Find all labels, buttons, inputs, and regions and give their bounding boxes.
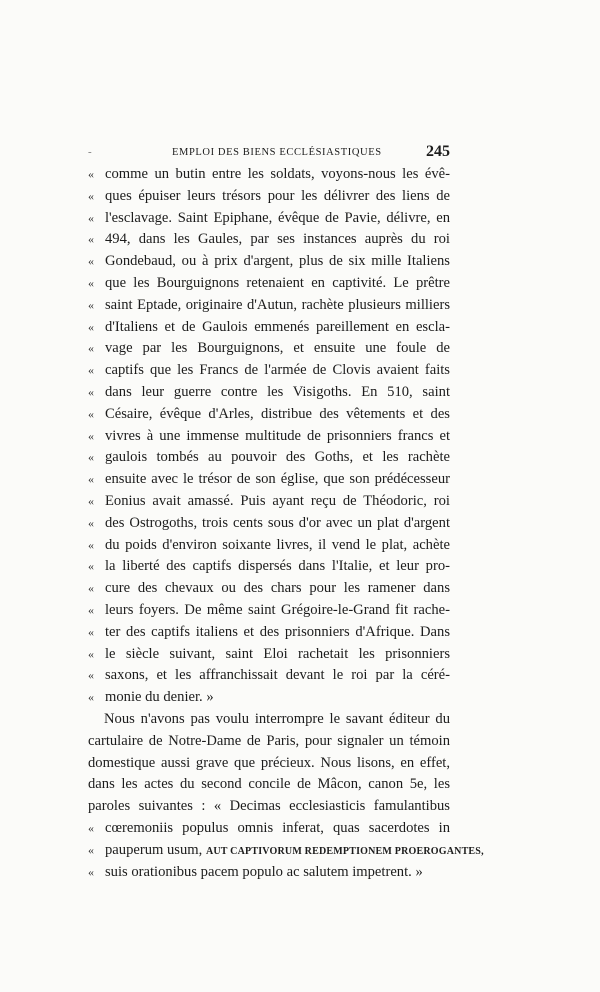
text-line: [88, 491, 450, 513]
line-text: comme un butin entre les soldats, voyons-nous les évê-: [105, 166, 450, 182]
text-line: [88, 251, 450, 273]
quote-mark: «: [88, 602, 94, 617]
text-line: [88, 338, 450, 360]
line-text: cure des chevaux ou des chars pour les ramener dans: [105, 580, 450, 597]
quote-mark: «: [88, 450, 94, 465]
text-line: [88, 186, 450, 208]
text-line: [88, 382, 450, 404]
text-line: [88, 665, 450, 687]
quote-mark: «: [88, 254, 94, 269]
text-line: [88, 753, 450, 775]
quote-mark: «: [88, 646, 94, 661]
quote-mark: «: [88, 624, 94, 639]
line-text: ques épuiser leurs trésors pour les délivrer des liens de: [105, 187, 450, 204]
line-text: vage par les Bourguignons, et ensuite une foule de: [105, 340, 450, 357]
text-line: [88, 600, 450, 622]
text-line: [88, 644, 450, 666]
text-line: [88, 469, 450, 491]
text-line: [88, 273, 450, 295]
quote-mark: «: [88, 188, 94, 203]
line-text: 494, dans les Gaules, par ses instances auprès du roi: [105, 231, 450, 248]
quote-mark: «: [88, 297, 94, 312]
quote-mark: «: [88, 820, 94, 835]
quote-mark: «: [88, 472, 94, 487]
line-text: cartulaire de Notre-Dame de Paris, pour signaler un témoin: [88, 732, 450, 749]
line-text: que les Bourguignons retenaient en captivité. Le prêtre: [105, 274, 450, 291]
line-text: paroles suivantes : « Decimas ecclesiasticis famulantibus: [88, 798, 450, 815]
line-text: Nous n'avons pas voulu interrompre le savant éditeur du: [104, 710, 450, 727]
quote-mark: «: [88, 167, 94, 181]
quote-mark: «: [88, 232, 94, 247]
text-line: [88, 709, 450, 731]
page-number: 245: [426, 143, 450, 160]
line-text: domestique aussi grave que précieux. Nous lisons, en effet,: [88, 754, 450, 771]
text-line: [88, 208, 450, 230]
quote-mark: «: [88, 864, 94, 879]
line-text: Césaire, évêque d'Arles, distribue des vêtements et des: [105, 405, 450, 422]
quote-mark: «: [88, 319, 94, 334]
text-line: [88, 360, 450, 382]
text-line: [88, 513, 450, 535]
line-text: captifs que les Francs de l'armée de Clovis avaient faits: [105, 362, 450, 379]
text-line: [88, 556, 450, 578]
line-text: suis orationibus pacem populo ac salutem impetrent. »: [105, 863, 423, 880]
line-text: du poids d'environ soixante livres, il vend le plat, achète: [105, 536, 450, 553]
quote-mark: «: [88, 275, 94, 290]
quote-mark: «: [88, 842, 94, 857]
line-text: des Ostrogoths, trois cents sous d'or avec un plat d'argent: [105, 514, 450, 531]
line-text: le siècle suivant, saint Eloi rachetait les prisonniers: [105, 645, 450, 662]
text-line: [88, 578, 450, 600]
line-text: gaulois tombés au pouvoir des Goths, et les rachète: [105, 449, 450, 466]
line-text: dans les actes du second concile de Mâcon, canon 5e, les: [88, 776, 450, 793]
quote-mark: «: [88, 341, 94, 356]
line-text: pauperum usum,: [105, 841, 206, 858]
running-head: EMPLOI DES BIENS ECCLÉSIASTIQUES: [172, 147, 382, 158]
quote-mark: «: [88, 493, 94, 508]
quote-mark: «: [88, 210, 94, 225]
line-text: saint Eptade, originaire d'Autun, rachète plusieurs milliers: [105, 296, 450, 313]
line-text: Gondebaud, ou à prix d'argent, plus de six mille Italiens: [105, 253, 450, 270]
quote-mark: «: [88, 428, 94, 443]
quote-mark: «: [88, 363, 94, 378]
line-text: d'Italiens et de Gaulois emmenés pareillement en escla-: [105, 318, 450, 335]
text-line: [88, 687, 450, 709]
quote-mark: «: [88, 384, 94, 399]
quote-mark: «: [88, 537, 94, 552]
line-text: la liberté des captifs dispersés dans l'Italie, et leur pro-: [105, 558, 450, 575]
quote-mark: «: [88, 690, 94, 705]
quote-mark: «: [88, 668, 94, 683]
text-line: [88, 164, 450, 186]
line-text: monie du denier. »: [105, 689, 214, 706]
text-line: [88, 622, 450, 644]
quote-mark: «: [88, 406, 94, 421]
quote-mark: «: [88, 515, 94, 530]
line-text: ensuite avec le trésor de son église, que son prédécesseur: [105, 471, 450, 488]
text-line: [88, 840, 484, 862]
text-line: [88, 535, 450, 557]
line-text: cœremoniis populus omnis inferat, quas sacerdotes in: [105, 819, 450, 836]
line-text: Eonius avait amassé. Puis ayant reçu de Théodoric, roi: [105, 492, 450, 509]
text-line: [88, 295, 450, 317]
line-text: leurs foyers. De même saint Grégoire-le-Grand fit rache-: [105, 601, 450, 618]
small-caps-text: AUT CAPTIVORUM REDEMPTIONEM PROEROGANTES,: [205, 845, 484, 857]
text-line: [88, 862, 450, 884]
quote-mark: «: [88, 559, 94, 574]
text-line: [88, 404, 450, 426]
text-line: [88, 796, 450, 818]
text-line: [88, 426, 450, 448]
page-header: [88, 143, 450, 163]
text-line: [88, 229, 450, 251]
text-line: [88, 818, 450, 840]
line-text: l'esclavage. Saint Epiphane, évêque de Pavie, délivre, en: [105, 209, 450, 226]
line-text: saxons, et les affranchissait devant le roi par la céré-: [105, 667, 450, 684]
header-left-mark: -: [88, 146, 93, 158]
line-text: vivres à une immense multitude de prisonniers francs et: [105, 427, 450, 444]
text-line: [88, 731, 450, 753]
text-line: [88, 774, 450, 796]
text-line: [88, 447, 450, 469]
quote-mark: «: [88, 581, 94, 596]
body-text: [88, 164, 484, 883]
text-line: [88, 317, 450, 339]
line-text: ter des captifs italiens et des prisonniers d'Afrique. Dans: [105, 623, 450, 640]
line-text: dans leur guerre contre les Visigoths. En 510, saint: [105, 383, 450, 400]
